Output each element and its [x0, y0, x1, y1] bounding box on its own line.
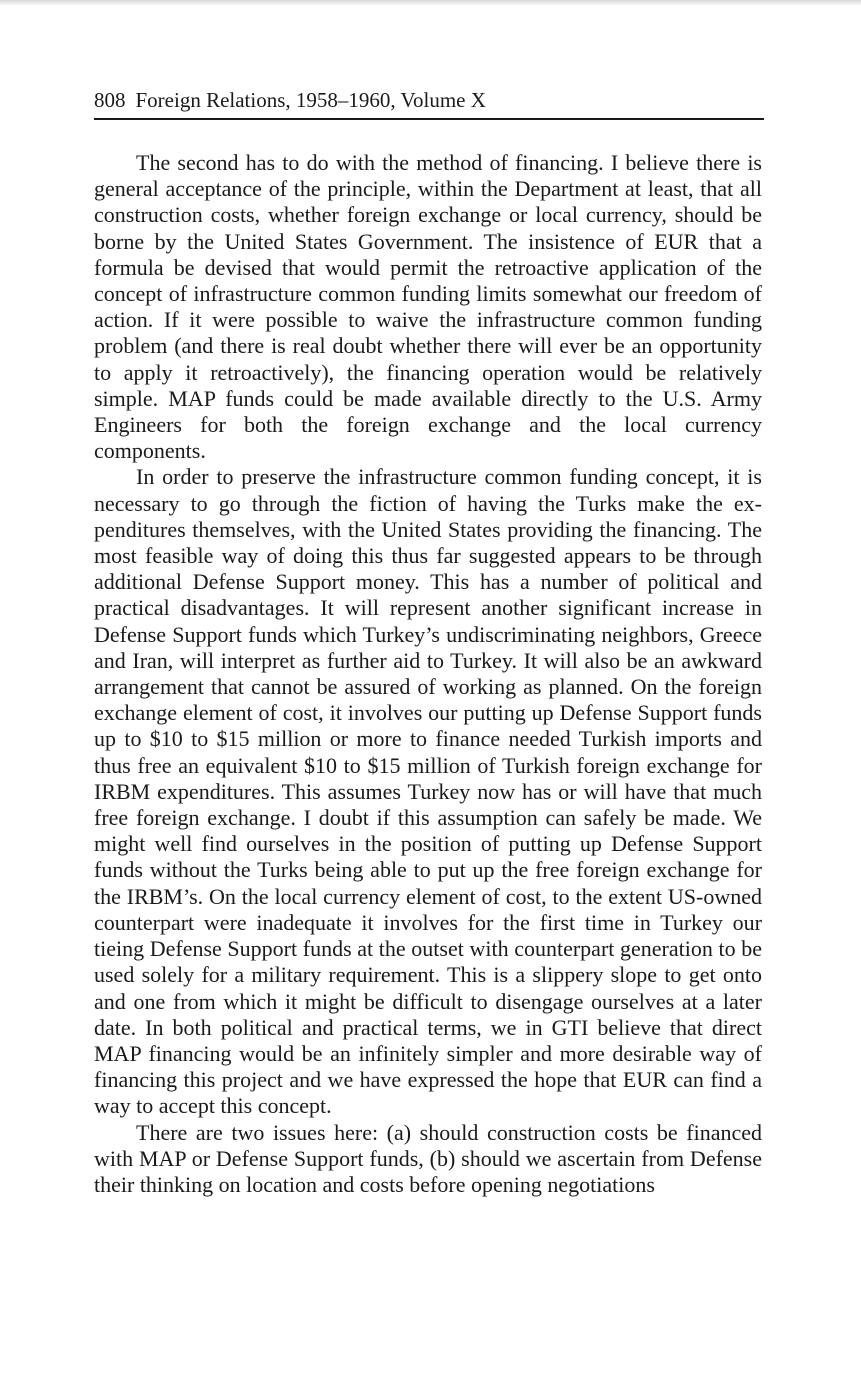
paragraph-infrastructure-funding: In order to preserve the infrastructure common funding concept, it is necessary to go through the fiction of having the Turks make the expenditures themselves, with the United States providing the financing. The most feasible way of doing this thus far suggested appears to be through additional Defense Support money. This has a number of political and practical disadvantages. It will represent another significant increase in Defense Support funds which Turkey’s undiscriminating neighbors, Greece and Iran, will interpret as further aid to Turkey. It will also be an awkward arrangement that cannot be assured of working as planned. On the foreign exchange element of cost, it involves our putting up Defense Support funds up to $10 to $15 million or more to finance needed Turkish imports and thus free an equivalent $10 to $15 million of Turkish foreign exchange for IRBM expenditures. This assumes Turkey now has or will have that much free foreign exchange. I doubt if this assumption can safely be made. We might well find ourselves in the position of putting up Defense Support funds without the Turks being able to put up the free foreign exchange for the IRBM’s. On the local currency element of cost, to the extent US-owned counterpart were inadequate it involves for the first time in Turkey our tieing Defense Support funds at the outset with counterpart generation to be used solely for a military requirement. This is a slippery slope to get onto and one from which it might be difficult to disengage ourselves at a later date. In both political and practical terms, we in GTI believe that direct MAP financing would be an infinitely simpler and more desirable way of financing this project and we have expressed the hope that EUR can find a way to accept this concept. [94, 464, 762, 1119]
paragraph-two-issues: There are two issues here: (a) should construction costs be financed with MAP or Defense Support funds, (b) should we ascertain from Defense their thinking on location and costs before opening negotiations [94, 1119, 762, 1197]
body-text [94, 150, 762, 1198]
page-number: 808 [94, 88, 126, 112]
paragraph-financing-method: The second has to do with the method of financing. I believe there is general acceptance of the principle, within the Department at least, that all construction costs, whether foreign exchange or local currency, should be borne by the United States Government. The insistence of EUR that a formula be devised that would permit the retroactive application of the concept of infrastructure common funding limits somewhat our freedom of action. If it were possible to waive the infrastructure common funding problem (and there is real doubt whether there will ever be an opportunity to apply it retroactively), the financing operation would be relatively simple. MAP funds could be made available directly to the U.S. Army Engineers for both the foreign exchange and the local currency components. [94, 150, 762, 464]
header-rule [94, 118, 764, 120]
page-edge [0, 0, 861, 6]
volume-title: Foreign Relations, 1958–1960, Volume X [135, 88, 486, 112]
running-head [94, 86, 764, 114]
